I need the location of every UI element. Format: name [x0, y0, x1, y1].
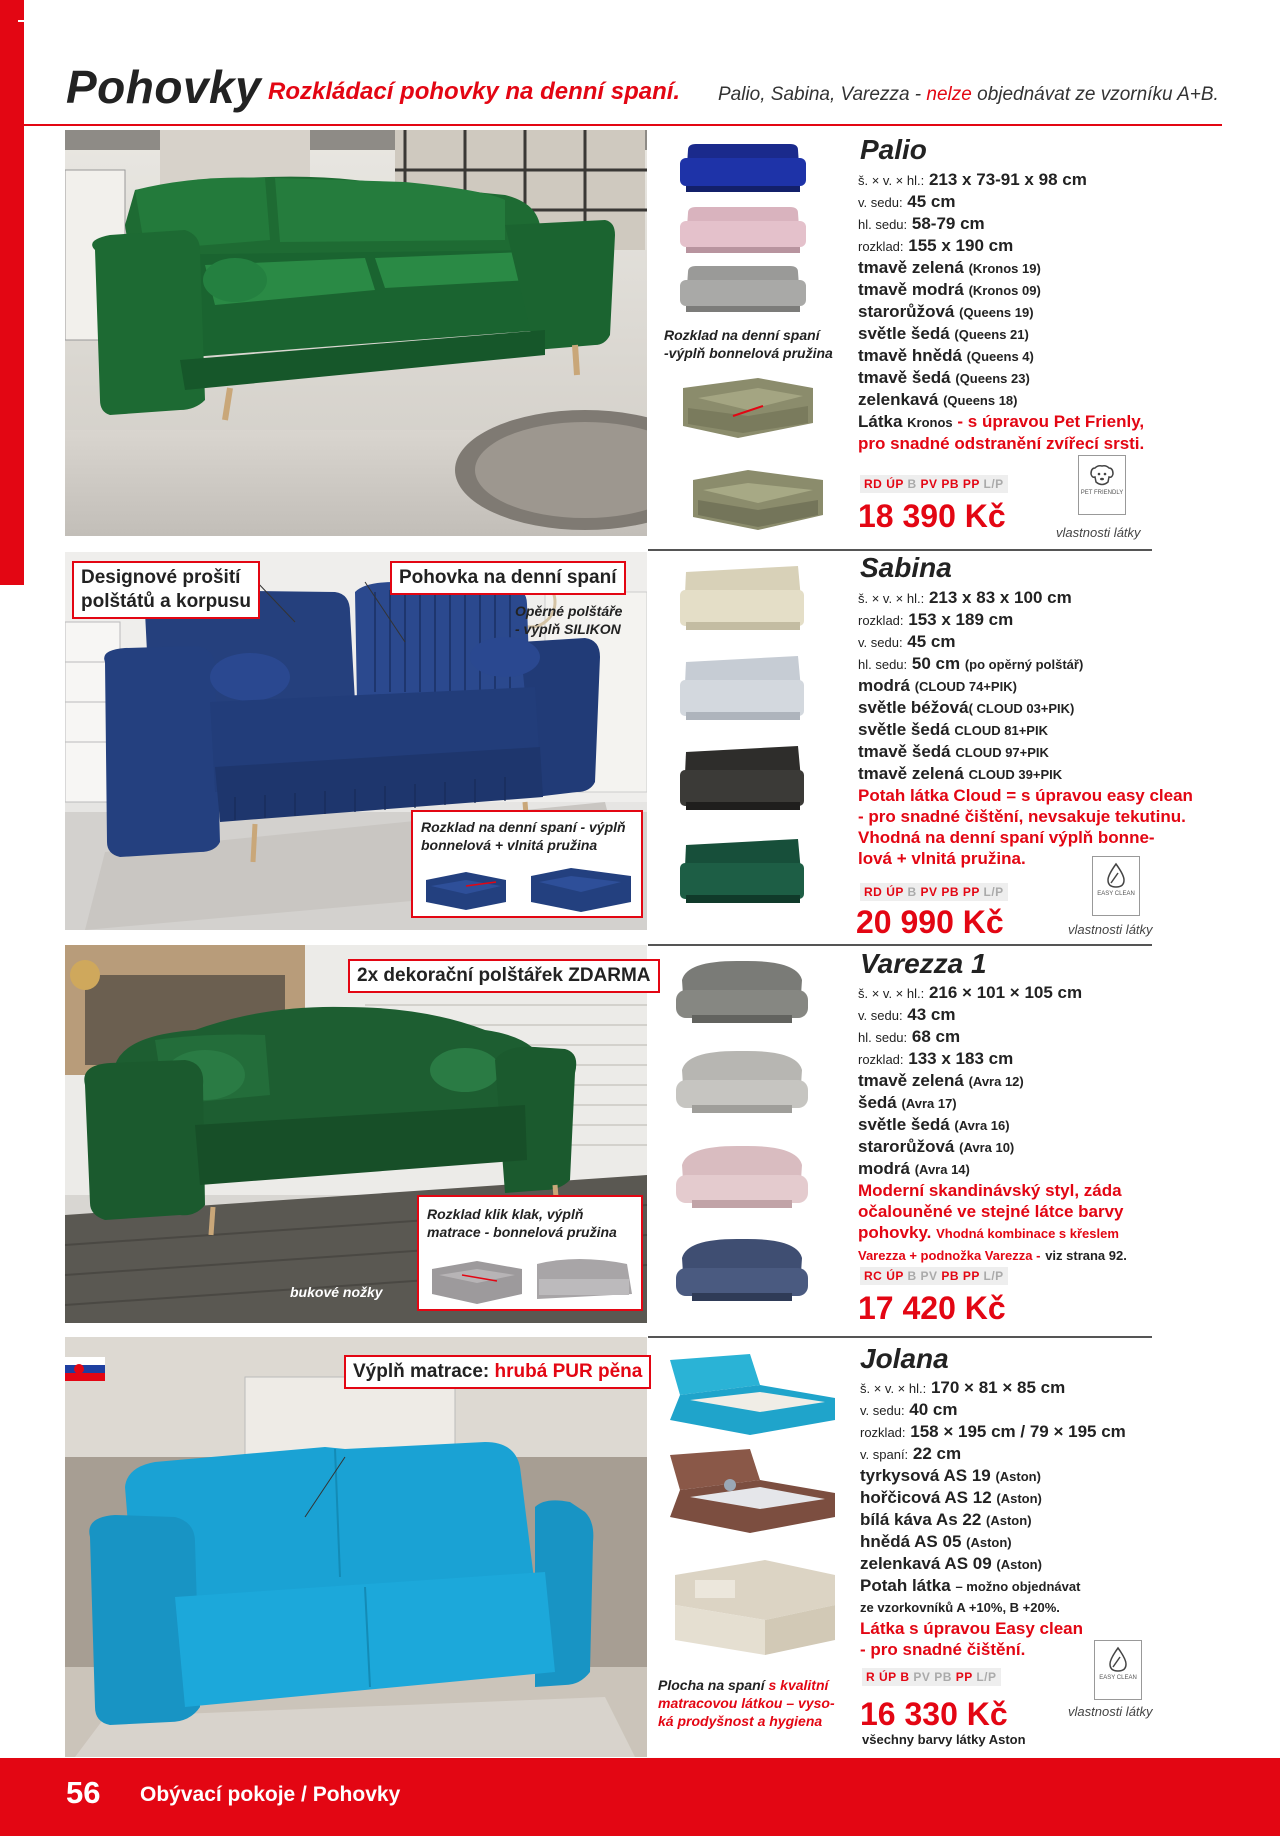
palio-color-name: starorůžová — [858, 302, 955, 321]
sabina-cushion-note-1: Opěrné polštáře — [515, 603, 623, 619]
header-note-end: objednávat ze vzorníku A+B. — [977, 84, 1219, 105]
palio-seat-d: 58-79 cm — [911, 214, 985, 233]
jolana-seat-h-label: v. sedu: — [860, 1403, 905, 1418]
varezza-red-3: pohovky. — [858, 1223, 932, 1242]
jolana-color-name: bílá káva As 22 — [860, 1510, 982, 1529]
sabina-color-code: ( CLOUD 03+PIK) — [968, 701, 1075, 716]
jolana-color-row — [860, 1509, 1230, 1531]
jolana-callout-mattress — [344, 1355, 651, 1389]
sabina-color-name: světle šedá — [858, 720, 950, 739]
varezza-color-name: tmavě zelená — [858, 1071, 964, 1090]
jolana-color-row — [860, 1531, 1230, 1553]
varezza-bed: 133 x 183 cm — [908, 1049, 1014, 1068]
code-up: ÚP — [886, 477, 904, 491]
jolana-main-photo — [65, 1337, 647, 1757]
varezza-dims-label: š. × v. × hl.: — [858, 986, 925, 1001]
sabina-thumb-green — [678, 833, 806, 917]
jolana-thumb-note-1r: s kvalitní — [768, 1677, 829, 1693]
palio-seat-d-label: hl. sedu: — [858, 217, 908, 232]
sabina-color-row — [858, 763, 1228, 785]
palio-thumb-bed-2 — [688, 455, 828, 535]
sabina-thumb-beige — [678, 560, 806, 642]
varezza-codes — [860, 1267, 1008, 1285]
palio-color-row — [858, 279, 1228, 301]
varezza-box-note — [427, 1205, 617, 1241]
jolana-codes — [862, 1668, 1001, 1686]
jolana-color-code: (Aston) — [986, 1513, 1032, 1528]
jolana-color-code: (Aston) — [995, 1469, 1041, 1484]
palio-thumb-note-1: Rozklad na denní spaní — [664, 327, 820, 343]
sabina-price: 20 990 Kč — [856, 904, 1004, 940]
varezza-red-4: Vhodná kombinace s křeslem — [936, 1226, 1119, 1241]
sabina-callout-stitching-2: polštátů a korpusu — [81, 591, 251, 612]
palio-thumb-note — [664, 326, 833, 362]
palio-color-row — [858, 323, 1228, 345]
sabina-cushion-note-2: - výplň SILIKON — [515, 621, 621, 637]
code-pv: PV — [920, 885, 938, 899]
jolana-color-name: tyrkysová AS 19 — [860, 1466, 991, 1485]
code-b: B — [907, 1269, 917, 1283]
palio-fabric-b: Kronos — [907, 415, 953, 430]
varezza-bed-label: rozklad: — [858, 1052, 904, 1067]
varezza-color-code: (Avra 12) — [968, 1074, 1024, 1089]
palio-fabric-red2: pro snadné odstranění zvířecí srsti. — [858, 434, 1145, 453]
palio-fabric-props: vlastnosti látky — [1056, 525, 1141, 540]
jolana-thumb-note-1: Plocha na spaní — [658, 1677, 765, 1693]
easy-clean-icon-text: EASY CLEAN — [1097, 891, 1135, 897]
palio-color-row — [858, 389, 1228, 411]
code-b: B — [900, 1670, 910, 1684]
palio-color-code: (Queens 21) — [954, 327, 1029, 342]
varezza-color-code: (Avra 16) — [954, 1118, 1010, 1133]
varezza-color-row — [858, 1070, 1238, 1092]
jolana-bed: 158 × 195 cm / 79 × 195 cm — [910, 1422, 1126, 1441]
varezza-color-code: (Avra 17) — [901, 1096, 957, 1111]
sabina-seat-h: 45 cm — [907, 632, 956, 651]
sabina-seat-h-label: v. sedu: — [858, 635, 903, 650]
jolana-color-row — [860, 1553, 1230, 1575]
sabina-callout-daybed: Pohovka na denní spaní — [390, 561, 626, 595]
palio-thumb-note-2: -výplň bonnelová pružina — [664, 345, 833, 361]
code-pv: PV — [920, 477, 938, 491]
jolana-potah: Potah látka — [860, 1576, 951, 1595]
palio-color-code: (Queens 23) — [955, 371, 1030, 386]
palio-color-row — [858, 257, 1228, 279]
easy-clean-icon — [1092, 856, 1140, 916]
sabina-color-code: CLOUD 97+PIK — [955, 745, 1049, 760]
jolana-price: 16 330 Kč — [860, 1696, 1008, 1732]
jolana-callout-b: hrubá PUR pěna — [494, 1361, 643, 1382]
code-b: B — [907, 885, 917, 899]
jolana-thumb-brown — [660, 1445, 840, 1537]
code-rc: RC — [864, 1269, 883, 1283]
varezza-dims: 216 × 101 × 105 cm — [928, 983, 1083, 1002]
jolana-color-row — [860, 1465, 1230, 1487]
sabina-callout-stitching-1: Designové prošití — [81, 567, 241, 588]
palio-seat-h-label: v. sedu: — [858, 195, 903, 210]
sabina-color-code: (CLOUD 74+PIK) — [914, 679, 1017, 694]
page-subtitle: Rozkládací pohovky na denní spaní. — [268, 78, 681, 105]
varezza-seat-d: 68 cm — [911, 1027, 961, 1046]
varezza-specs — [858, 982, 1238, 1266]
footer-section: Obývací pokoje / Pohovky — [140, 1783, 401, 1806]
code-pb: PB — [941, 1269, 960, 1283]
code-lp: L/P — [983, 1269, 1004, 1283]
section-divider — [648, 1336, 1152, 1338]
code-b: B — [907, 477, 917, 491]
palio-thumb-grey — [678, 262, 808, 318]
sabina-red-4: lová + vlnitá pružina. — [858, 849, 1026, 868]
pet-friendly-icon-text: PET FRIENDLY — [1080, 490, 1124, 496]
palio-dims-label: š. × v. × hl.: — [858, 173, 925, 188]
corner-mark — [18, 20, 28, 22]
jolana-dims-label: š. × v. × hl.: — [860, 1381, 927, 1396]
palio-color-row — [858, 367, 1228, 389]
code-pp: PP — [955, 1670, 973, 1684]
sabina-thumb-light-grey — [678, 650, 806, 732]
varezza-seat-h: 43 cm — [907, 1005, 956, 1024]
jolana-color-name: hořčicová AS 12 — [860, 1488, 992, 1507]
code-up: ÚP — [879, 1670, 897, 1684]
jolana-sleep: 22 cm — [912, 1444, 962, 1463]
palio-color-name: světle šedá — [858, 324, 950, 343]
varezza-color-row — [858, 1158, 1238, 1180]
code-pv: PV — [913, 1670, 931, 1684]
jolana-color-code: (Aston) — [966, 1535, 1012, 1550]
varezza-thumb-pink — [672, 1140, 812, 1220]
sabina-callout-stitching — [72, 561, 260, 619]
sabina-seat-d-label: hl. sedu: — [858, 657, 908, 672]
header-note — [718, 84, 1219, 106]
palio-seat-h: 45 cm — [907, 192, 956, 211]
jolana-bed-label: rozklad: — [860, 1425, 906, 1440]
palio-main-photo — [65, 130, 647, 536]
varezza-color-row — [858, 1136, 1238, 1158]
varezza-box-note-1: Rozklad klik klak, výplň — [427, 1206, 584, 1222]
jolana-sleep-label: v. spaní: — [860, 1447, 909, 1462]
varezza-color-name: šedá — [858, 1093, 897, 1112]
jolana-specs — [860, 1377, 1230, 1660]
palio-color-code: (Queens 19) — [959, 305, 1034, 320]
palio-name: Palio — [860, 134, 927, 165]
sabina-cushion-note — [515, 602, 622, 638]
palio-bed: 155 x 190 cm — [908, 236, 1014, 255]
sabina-color-name: světle béžová — [858, 698, 969, 717]
jolana-callout-a: Výplň matrace: — [353, 1361, 490, 1382]
palio-price: 18 390 Kč — [858, 498, 1006, 534]
jolana-thumb-cream — [665, 1545, 845, 1665]
jolana-price-note: všechny barvy látky Aston — [862, 1732, 1026, 1747]
sabina-color-name: tmavě zelená — [858, 764, 964, 783]
varezza-color-name: modrá — [858, 1159, 910, 1178]
red-side-bar — [0, 0, 24, 585]
code-pp: PP — [962, 477, 980, 491]
varezza-color-row — [858, 1114, 1238, 1136]
jolana-color-name: zelenkavá AS 09 — [860, 1554, 992, 1573]
jolana-color-name: hnědá AS 05 — [860, 1532, 962, 1551]
sabina-seat-d: 50 cm — [911, 654, 961, 673]
varezza-legs-note: bukové nožky — [290, 1284, 383, 1300]
jolana-color-row — [860, 1487, 1230, 1509]
sabina-codes — [860, 883, 1008, 901]
jolana-potah-note-2: ze vzorkovníků A +10%, B +20%. — [860, 1600, 1060, 1615]
varezza-callout-pillows: 2x dekorační polštářek ZDARMA — [348, 959, 660, 993]
sabina-red-2: - pro snadné čištění, nevsakuje tekutinu. — [858, 807, 1186, 826]
varezza-red-5b: viz strana 92. — [1045, 1248, 1127, 1263]
jolana-red-1: Látka s úpravou Easy clean — [860, 1619, 1083, 1638]
sabina-color-row — [858, 675, 1228, 697]
sabina-box-note-1: Rozklad na denní spaní - výplň — [421, 819, 626, 835]
code-up: ÚP — [886, 1269, 904, 1283]
code-pb: PB — [941, 885, 960, 899]
sabina-thumb-dark — [678, 740, 806, 822]
varezza-color-code: (Avra 14) — [914, 1162, 970, 1177]
sabina-fabric-props: vlastnosti látky — [1068, 922, 1153, 937]
palio-color-row — [858, 301, 1228, 323]
easy-clean-icon — [1094, 1640, 1142, 1700]
palio-thumb-blue — [678, 138, 808, 198]
header-note-red: nelze — [926, 84, 972, 105]
palio-bed-label: rozklad: — [858, 239, 904, 254]
varezza-thumb-grey — [672, 955, 812, 1035]
palio-dims: 213 x 73-91 x 98 cm — [928, 170, 1087, 189]
jolana-name: Jolana — [860, 1343, 949, 1374]
code-rd: RD — [864, 477, 883, 491]
varezza-box-note-2: matrace - bonnelová pružina — [427, 1224, 617, 1240]
palio-thumb-pink — [678, 203, 808, 259]
jolana-thumb-note-3: ká prodyšnost a hygiena — [658, 1713, 823, 1729]
varezza-thumb-blue — [672, 1233, 812, 1313]
sabina-specs — [858, 587, 1228, 869]
sabina-color-name: modrá — [858, 676, 910, 695]
palio-codes — [860, 475, 1008, 493]
code-pb: PB — [934, 1670, 952, 1684]
sabina-box-note — [421, 818, 626, 854]
code-lp: L/P — [983, 885, 1004, 899]
sabina-color-name: tmavě šedá — [858, 742, 951, 761]
page-title: Pohovky — [66, 61, 262, 113]
sabina-seat-d-note: (po opěrný polštář) — [964, 657, 1084, 672]
code-pb: PB — [941, 477, 960, 491]
sabina-color-row — [858, 719, 1228, 741]
code-pv: PV — [920, 1269, 938, 1283]
sabina-dims-label: š. × v. × hl.: — [858, 591, 925, 606]
varezza-color-name: světle šedá — [858, 1115, 950, 1134]
sabina-bed-box — [411, 810, 643, 918]
jolana-color-code: (Aston) — [996, 1557, 1042, 1572]
jolana-thumb-turquoise — [660, 1350, 840, 1438]
sabina-color-row — [858, 741, 1228, 763]
sabina-name: Sabina — [860, 552, 952, 583]
sabina-red-3: Vhodná na denní spaní výplň bonne- — [858, 828, 1155, 847]
pet-friendly-icon — [1078, 455, 1126, 515]
code-pp: PP — [962, 1269, 980, 1283]
code-lp: L/P — [976, 1670, 997, 1684]
varezza-color-name: starorůžová — [858, 1137, 955, 1156]
varezza-seat-h-label: v. sedu: — [858, 1008, 903, 1023]
jolana-dims: 170 × 81 × 85 cm — [930, 1378, 1066, 1397]
page-number: 56 — [66, 1775, 101, 1810]
varezza-red-2: očalouněné ve stejné látce barvy — [858, 1202, 1124, 1221]
sabina-bed: 153 x 189 cm — [908, 610, 1014, 629]
jolana-seat-h: 40 cm — [909, 1400, 958, 1419]
varezza-bed-box — [417, 1195, 643, 1311]
palio-fabric-red1: - s úpravou Pet Frienly, — [957, 412, 1145, 431]
section-divider — [648, 549, 1152, 551]
palio-color-name: tmavě zelená — [858, 258, 964, 277]
palio-fabric-a: Látka — [858, 412, 903, 431]
header-note-models: Palio, Sabina, Varezza - — [718, 84, 922, 105]
code-rd: RD — [864, 885, 883, 899]
jolana-potah-note: – možno objednávat — [955, 1579, 1081, 1594]
palio-color-name: tmavě modrá — [858, 280, 964, 299]
varezza-red-5: Varezza + podnožka Varezza - — [858, 1248, 1041, 1263]
palio-color-name: tmavě šedá — [858, 368, 951, 387]
varezza-name: Varezza 1 — [860, 948, 987, 979]
code-lp: L/P — [983, 477, 1004, 491]
varezza-red-1: Moderní skandinávský styl, záda — [858, 1181, 1122, 1200]
varezza-thumb-light-grey — [672, 1045, 812, 1125]
jolana-fabric-props: vlastnosti látky — [1068, 1704, 1153, 1719]
palio-color-code: (Kronos 19) — [968, 261, 1041, 276]
header-divider — [24, 124, 1222, 126]
palio-thumb-bed-1 — [678, 368, 818, 446]
varezza-seat-d-label: hl. sedu: — [858, 1030, 908, 1045]
jolana-thumb-note — [658, 1676, 835, 1730]
palio-color-code: (Kronos 09) — [968, 283, 1041, 298]
palio-color-name: zelenkavá — [858, 390, 939, 409]
easy-clean-icon-text: EASY CLEAN — [1099, 1675, 1137, 1681]
palio-color-name: tmavě hnědá — [858, 346, 962, 365]
sabina-color-code: CLOUD 39+PIK — [968, 767, 1063, 782]
palio-color-code: (Queens 18) — [943, 393, 1018, 408]
sabina-box-note-2: bonnelová + vlnitá pružina — [421, 837, 598, 853]
varezza-price: 17 420 Kč — [858, 1290, 1006, 1326]
code-r: R — [866, 1670, 876, 1684]
palio-specs — [858, 169, 1228, 454]
sabina-bed-label: rozklad: — [858, 613, 904, 628]
jolana-thumb-note-2: matracovou látkou – vyso- — [658, 1695, 835, 1711]
palio-color-row — [858, 345, 1228, 367]
palio-color-code: (Queens 4) — [966, 349, 1034, 364]
sabina-dims: 213 x 83 x 100 cm — [928, 588, 1072, 607]
sabina-color-row — [858, 697, 1228, 719]
sabina-color-code: CLOUD 81+PIK — [954, 723, 1048, 738]
sabina-red-1: Potah látka Cloud = s úpravou easy clean — [858, 786, 1193, 805]
varezza-color-code: (Avra 10) — [959, 1140, 1015, 1155]
varezza-color-row — [858, 1092, 1238, 1114]
code-pp: PP — [962, 885, 980, 899]
jolana-red-2: - pro snadné čištění. — [860, 1640, 1026, 1659]
section-divider — [648, 944, 1152, 946]
jolana-color-code: (Aston) — [996, 1491, 1042, 1506]
code-up: ÚP — [886, 885, 904, 899]
